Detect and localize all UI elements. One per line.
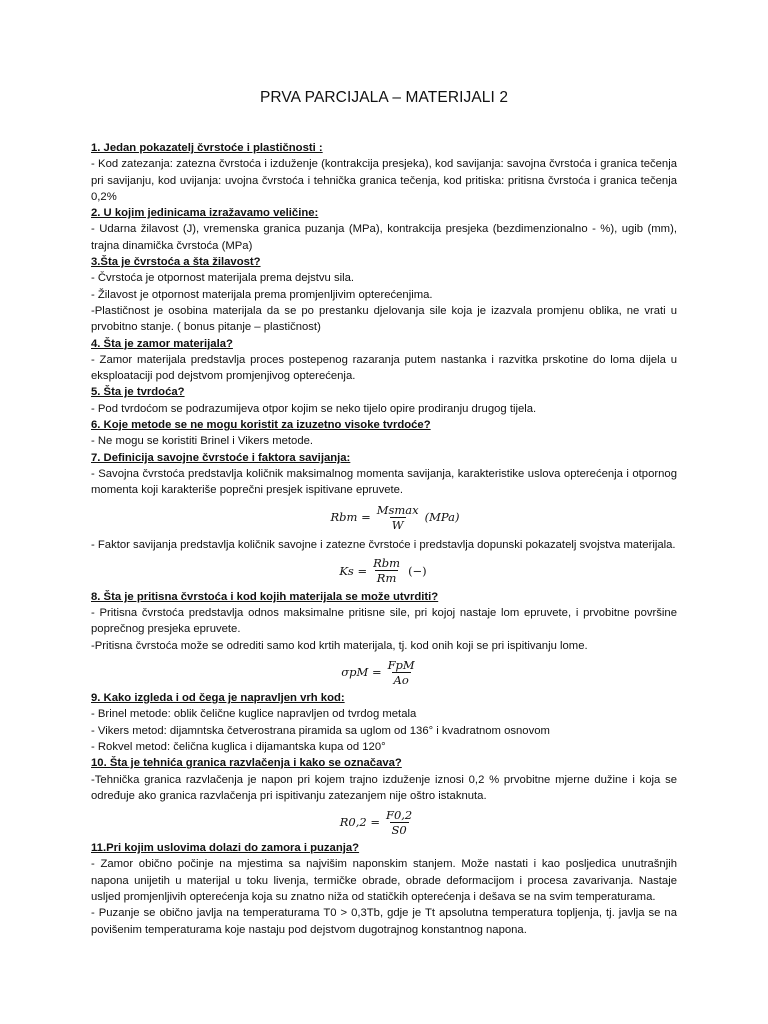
answer-text: - Zamor materijala predstavlja proces postepenog razaranja putem nastanka i razvitka prskotine do loma dijela u eksploataciji pod dejstvom promjenjivog opterećenja.: [91, 353, 677, 383]
question-heading: 6. Koje metode se ne mogu koristit za izuzetno visoke tvrdoće?: [91, 419, 431, 432]
answer-text: - Puzanje se obično javlja na temperaturama T0 > 0,3Tb, gdje je Tt apsolutna temperatura topljenja, tj. javlja se na povišenim temperaturama koje nastaju pod dejstvom dugotrajnog konstantnog napona.: [91, 907, 677, 936]
fraction-numerator: Rbm: [373, 556, 401, 571]
question-heading: 2. U kojim jedinicama izražavamo veličine:: [91, 207, 319, 220]
fraction: [371, 556, 402, 585]
fraction: [384, 808, 414, 837]
section-5: [91, 384, 677, 417]
answer-text: -Tehnička granica razvlačenja je napon pri kojem trajno izduženje iznosi 0,2 % prvobitne mjerne dužine i koja se određuje ako granica razvlačenja pri ispitivanju zatezanjem nije oštro istaknuta.: [91, 773, 677, 802]
answer-text: - Savojna čvrstoća predstavlja količnik maksimalnog momenta savijanja, karakteristike uslova opterećenja i otpornog momenta koji karakteriše poprečni presjek ispitivane epruvete.: [91, 467, 677, 497]
fraction-denominator: Ao: [393, 672, 409, 687]
answer-text: - Čvrstoća je otpornost materijala prema dejstvu sila.: [91, 272, 355, 285]
formula-unit: (−): [408, 563, 427, 578]
fraction-denominator: W: [391, 518, 404, 533]
answer-text: - Faktor savijanja predstavlja količnik savojne i zatezne čvrstoće i predstavlja dopunski pokazatelj svojstva materijala.: [91, 538, 676, 551]
formula-lhs: Ks =: [339, 563, 368, 578]
formula-lhs: R0,2 =: [339, 814, 380, 829]
answer-text: -Pritisna čvrstoća može se odrediti samo kod krtih materijala, tj. kod onih koji se pri ispitivanju lome.: [91, 639, 588, 652]
section-11: [91, 840, 677, 938]
question-heading: 9. Kako izgleda i od čega je napravljen vrh kod:: [91, 692, 345, 705]
formula-granica-razvlacenja: [81, 804, 677, 840]
section-7: [91, 450, 677, 589]
answer-text: - Žilavost je otpornost materijala prema promjenljivim opterećenjima.: [91, 288, 433, 301]
section-10: [91, 755, 677, 840]
answer-text: - Udarna žilavost (J), vremenska granica puzanja (MPa), kontrakcija presjeka (bezdimenzionalno - %), ugib (mm), trajna dinamička čvrstoća (MPa): [91, 223, 677, 252]
section-4: [91, 336, 677, 385]
formula-lhs: σpM =: [341, 664, 382, 679]
formula-savojna-cvrstoca: [113, 499, 677, 537]
question-heading: 5. Šta je tvrdoća?: [91, 386, 185, 399]
question-heading: 4. Šta je zamor materijala?: [91, 337, 233, 350]
answer-text: - Brinel metode: oblik čelične kuglice napravljen od tvrdog metala: [91, 708, 417, 721]
fraction-denominator: Rm: [376, 571, 397, 586]
fraction-numerator: FpM: [387, 657, 415, 672]
question-heading: 11.Pri kojim uslovima dolazi do zamora i puzanja?: [91, 842, 360, 855]
question-heading: 8. Šta je pritisna čvrstoća i kod kojih materijala se može utvrditi?: [91, 590, 439, 603]
answer-text: - Zamor obično počinje na mjestima sa najvišim naponskim stanjem. Može nastati i kao posljedica unutrašnjih napona unijetih u materijal u toku livenja, termičke obrade, obrade deformacijom i procesa zavarivanja. Nastaje uslјed promjenljivih opterećenja koja su znatno niža od statičkih opterećenja i dešava se na svim temperaturama.: [91, 858, 677, 903]
document-body: [91, 140, 677, 938]
answer-text: - Vikers metod: dijamntska četverostrana piramida sa uglom od 136° i kvadratnom osnovom: [91, 724, 550, 737]
formula-unit: (MPa): [424, 510, 460, 525]
section-9: [91, 690, 677, 755]
formula-lhs: Rbm =: [330, 510, 371, 525]
answer-text: - Rokvel metod: čelična kuglica i dijamantska kupa od 120°: [91, 740, 386, 753]
question-heading: 7. Definicija savojne čvrstoće i faktora savijanja:: [91, 451, 351, 464]
section-3: [91, 254, 677, 335]
answer-text: - Pod tvrdoćom se podrazumijeva otpor kojim se neko tijelo opire prodiranju drugog tijela.: [91, 402, 537, 415]
question-heading: 3.Šta je čvrstoća a šta žilavost?: [91, 256, 261, 269]
formula-pritisna-cvrstoca: [85, 654, 677, 690]
section-8: [91, 589, 677, 690]
fraction: [375, 503, 421, 532]
fraction-numerator: Msmax: [376, 503, 419, 518]
section-1: [91, 140, 677, 205]
answer-text: - Pritisna čvrstoća predstavlja odnos maksimalne pritisne sile, pri kojoj nastaje lom epruvete, i prvobitne površine poprečnog presjeka epruvete.: [91, 607, 677, 636]
section-2: [91, 205, 677, 254]
fraction-numerator: F0,2: [385, 807, 413, 822]
answer-text: - Kod zatezanja: zatezna čvrstoća i izduženje (kontrakcija presjeka), kod savijanja: savojna čvrstoća i granica tečenja pri savijanju, kod uvijanja: uvojna čvrstoća i tehnička granica tečenja, kod pritiska: pritisna čvrstoća i granica tečenja 0,2%: [91, 158, 677, 203]
question-heading: 10. Šta je tehnića granica razvlačenja i kako se označava?: [91, 757, 402, 770]
section-6: [91, 417, 677, 450]
fraction-denominator: S0: [391, 822, 407, 837]
formula-faktor-savijanja: [89, 553, 677, 589]
page-title: PRVA PARCIJALA – MATERIJALI 2: [259, 89, 509, 106]
answer-text: -Plastičnost je osobina materijala da se po prestanku djelovanja sile koja je izazvala promjenu oblika, ne vrati u prvobitno stanje. ( bonus pitanje – plastičnost): [91, 304, 677, 334]
question-heading: 1. Jedan pokazatelj čvrstoće i plastičnosti :: [91, 142, 323, 154]
fraction: [386, 658, 417, 687]
answer-text: - Ne mogu se koristiti Brinel i Vikers metode.: [91, 435, 314, 448]
